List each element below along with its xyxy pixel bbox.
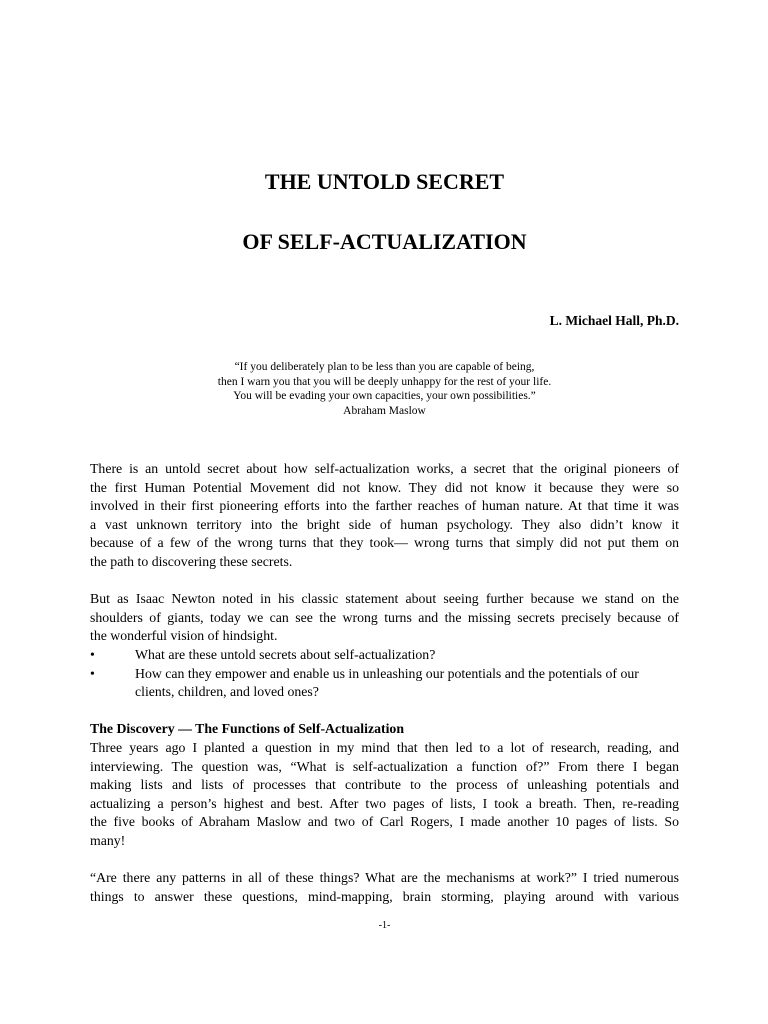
paragraph-line: the path to discovering these secrets. — [90, 553, 293, 569]
bullet-text: What are these untold secrets about self-actualization? — [135, 646, 436, 662]
bullet-marker: • — [90, 665, 95, 681]
paragraph-line: because of a few of the wrong turns that they took— wrong turns that simply did not put them on — [90, 535, 679, 551]
paragraph-line: Three years ago I planted a question in my mind that then led to a lot of research, reading, and — [90, 739, 679, 755]
paragraph-4 — [90, 869, 679, 906]
paragraph-line: But as Isaac Newton noted in his classic statement about seeing further because we stand on the — [90, 591, 679, 607]
document-title-line-2: OF SELF-ACTUALIZATION — [242, 229, 527, 254]
epigraph-line: “If you deliberately plan to be less than you are capable of being, — [234, 361, 535, 373]
author-name: L. Michael Hall, Ph.D. — [549, 313, 679, 328]
bullet-text: How can they empower and enable us in unleashing our potentials and the potentials of our — [135, 665, 639, 681]
paragraph-line: interviewing. The question was, “What is self-actualization a function of?” From there I began — [90, 758, 679, 774]
epigraph-line: then I warn you that you will be deeply unhappy for the rest of your life. — [217, 375, 552, 388]
paragraph-spacer — [90, 702, 679, 721]
paragraph-1 — [90, 460, 679, 572]
bullet-item-1 — [90, 646, 679, 665]
paragraph-line: actualizing a person’s highest and best. After two pages of lists, I took a breath. Then, re-reading — [90, 795, 679, 811]
paragraph-line: a vast unknown territory into the bright side of human psychology. They also didn’t know it — [90, 516, 679, 532]
paragraph-spacer — [90, 850, 679, 869]
paragraph-3 — [90, 739, 679, 851]
body-text — [90, 460, 679, 906]
document-page — [90, 0, 679, 1024]
paragraph-line: “Are there any patterns in all of these things? What are the mechanisms at work?” I tried numerous — [90, 870, 679, 886]
bullet-item-2 — [90, 665, 679, 684]
bullet-marker: • — [90, 646, 95, 662]
paragraph-2 — [90, 590, 679, 646]
paragraph-line: many! — [90, 832, 126, 848]
epigraph-attribution: Abraham Maslow — [343, 404, 426, 417]
paragraph-line: making lists and lists of processes that contribute to the process of unleashing potentials and — [90, 777, 679, 793]
paragraph-line: There is an untold secret about how self-actualization works, a secret that the original pioneers of — [90, 461, 679, 476]
paragraph-line: the five books of Abraham Maslow and two of Carl Rogers, I made another 10 pages of lists. So — [90, 814, 679, 830]
paragraph-line: involved in their first pioneering efforts into the farther reaches of human nature. At that time it was — [90, 498, 679, 514]
document-title-line-1: THE UNTOLD SECRET — [264, 169, 505, 194]
epigraph-quote — [90, 360, 679, 418]
paragraph-line: the wonderful vision of hindsight. — [90, 628, 278, 644]
bullet-list — [90, 646, 679, 702]
paragraph-line: the first Human Potential Movement did not know. They did not know it because they were so — [90, 479, 679, 495]
paragraph-line: shoulders of giants, today we can see the wrong turns and the missing secrets precisely because of — [90, 609, 679, 625]
section-heading: The Discovery — The Functions of Self-Actualization — [90, 721, 404, 737]
bullet-continuation: clients, children, and loved ones? — [135, 684, 319, 700]
paragraph-spacer — [90, 572, 679, 591]
paragraph-line: things to answer these questions, mind-mapping, brain storming, playing around with various — [90, 888, 679, 904]
page-number: -1- — [378, 920, 391, 931]
epigraph-line: You will be evading your own capacities, your own possibilities.” — [233, 390, 536, 402]
